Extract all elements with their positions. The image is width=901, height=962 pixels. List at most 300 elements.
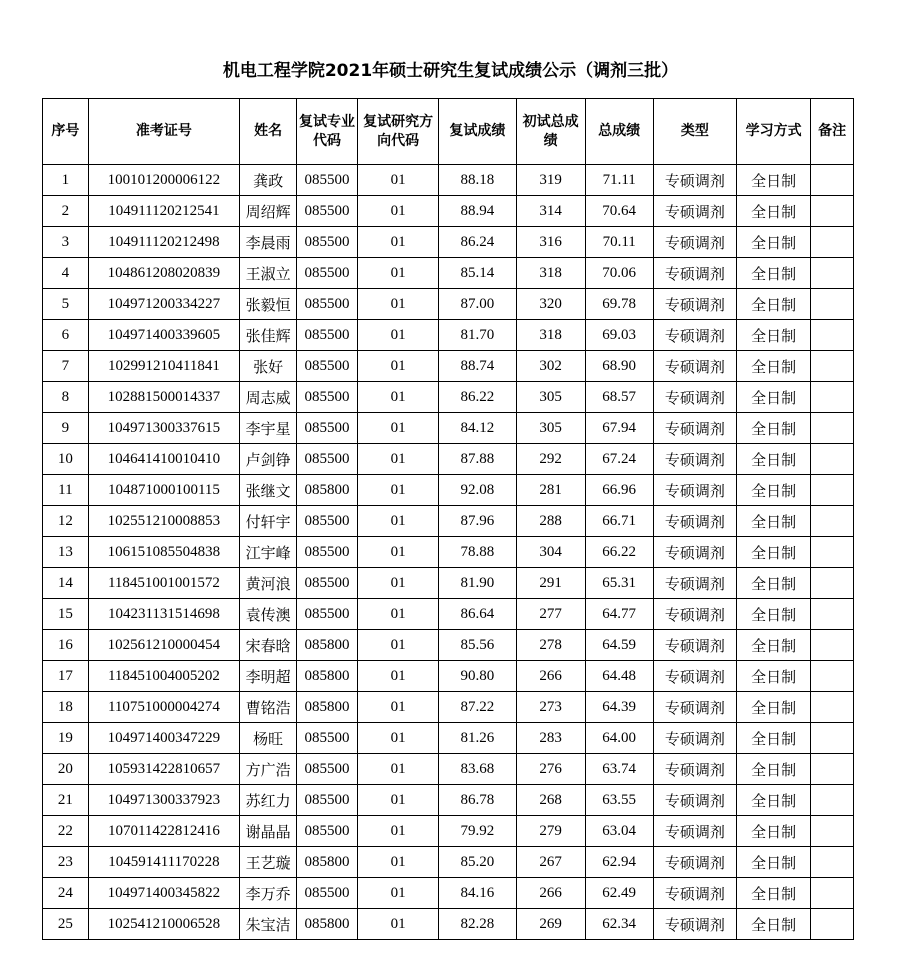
- cell-type: 专硕调剂: [653, 196, 736, 227]
- cell-retest-score: 87.88: [439, 444, 516, 475]
- cell-study-mode: 全日制: [737, 227, 811, 258]
- cell-type: 专硕调剂: [653, 692, 736, 723]
- table-row: [43, 382, 854, 413]
- cell-major-code: 085800: [297, 630, 358, 661]
- table-row: [43, 754, 854, 785]
- header-row: [43, 99, 854, 165]
- cell-direction-code: 01: [358, 506, 439, 537]
- header-col-retest-score: 复试成绩: [439, 99, 516, 165]
- cell-seq: 22: [43, 816, 89, 847]
- cell-retest-score: 86.22: [439, 382, 516, 413]
- cell-study-mode: 全日制: [737, 630, 811, 661]
- cell-exam-id: 102561210000454: [88, 630, 239, 661]
- cell-study-mode: 全日制: [737, 413, 811, 444]
- cell-type: 专硕调剂: [653, 599, 736, 630]
- cell-exam-id: 100101200006122: [88, 165, 239, 196]
- cell-type: 专硕调剂: [653, 754, 736, 785]
- cell-remarks: [811, 630, 854, 661]
- cell-study-mode: 全日制: [737, 258, 811, 289]
- cell-prelim-score: 281: [516, 475, 585, 506]
- cell-prelim-score: 318: [516, 258, 585, 289]
- cell-study-mode: 全日制: [737, 506, 811, 537]
- cell-retest-score: 86.24: [439, 227, 516, 258]
- table-row: [43, 878, 854, 909]
- cell-total-score: 64.48: [585, 661, 653, 692]
- header-col-name: 姓名: [240, 99, 297, 165]
- cell-name: 李明超: [240, 661, 297, 692]
- cell-prelim-score: 320: [516, 289, 585, 320]
- cell-remarks: [811, 847, 854, 878]
- cell-retest-score: 85.56: [439, 630, 516, 661]
- cell-remarks: [811, 568, 854, 599]
- table-row: [43, 816, 854, 847]
- table-row: [43, 444, 854, 475]
- cell-total-score: 68.57: [585, 382, 653, 413]
- cell-direction-code: 01: [358, 351, 439, 382]
- cell-seq: 11: [43, 475, 89, 506]
- cell-direction-code: 01: [358, 785, 439, 816]
- header-col-prelim-score: 初试总成绩: [516, 99, 585, 165]
- cell-study-mode: 全日制: [737, 320, 811, 351]
- cell-name: 谢晶晶: [240, 816, 297, 847]
- cell-prelim-score: 304: [516, 537, 585, 568]
- cell-study-mode: 全日制: [737, 816, 811, 847]
- cell-major-code: 085500: [297, 816, 358, 847]
- cell-exam-id: 104871000100115: [88, 475, 239, 506]
- cell-major-code: 085800: [297, 909, 358, 940]
- cell-name: 宋春晗: [240, 630, 297, 661]
- cell-retest-score: 84.12: [439, 413, 516, 444]
- cell-name: 方广浩: [240, 754, 297, 785]
- cell-total-score: 71.11: [585, 165, 653, 196]
- cell-remarks: [811, 475, 854, 506]
- header-col-major-code: 复试专业代码: [297, 99, 358, 165]
- cell-total-score: 63.74: [585, 754, 653, 785]
- table-row: [43, 909, 854, 940]
- cell-total-score: 68.90: [585, 351, 653, 382]
- cell-type: 专硕调剂: [653, 413, 736, 444]
- cell-prelim-score: 268: [516, 785, 585, 816]
- cell-name: 张好: [240, 351, 297, 382]
- cell-remarks: [811, 909, 854, 940]
- cell-total-score: 62.94: [585, 847, 653, 878]
- cell-seq: 21: [43, 785, 89, 816]
- cell-major-code: 085500: [297, 320, 358, 351]
- cell-type: 专硕调剂: [653, 568, 736, 599]
- cell-exam-id: 102991210411841: [88, 351, 239, 382]
- cell-type: 专硕调剂: [653, 506, 736, 537]
- cell-direction-code: 01: [358, 909, 439, 940]
- cell-prelim-score: 305: [516, 382, 585, 413]
- cell-name: 江宇峰: [240, 537, 297, 568]
- table-row: [43, 506, 854, 537]
- cell-retest-score: 92.08: [439, 475, 516, 506]
- cell-name: 杨旺: [240, 723, 297, 754]
- cell-direction-code: 01: [358, 692, 439, 723]
- cell-type: 专硕调剂: [653, 878, 736, 909]
- cell-exam-id: 106151085504838: [88, 537, 239, 568]
- cell-name: 李万乔: [240, 878, 297, 909]
- cell-total-score: 67.94: [585, 413, 653, 444]
- cell-name: 朱宝洁: [240, 909, 297, 940]
- cell-remarks: [811, 351, 854, 382]
- cell-exam-id: 104641410010410: [88, 444, 239, 475]
- cell-remarks: [811, 444, 854, 475]
- cell-retest-score: 88.94: [439, 196, 516, 227]
- cell-prelim-score: 273: [516, 692, 585, 723]
- cell-seq: 4: [43, 258, 89, 289]
- cell-seq: 24: [43, 878, 89, 909]
- cell-retest-score: 83.68: [439, 754, 516, 785]
- cell-remarks: [811, 816, 854, 847]
- cell-direction-code: 01: [358, 289, 439, 320]
- header-col-total-score: 总成绩: [585, 99, 653, 165]
- cell-total-score: 69.03: [585, 320, 653, 351]
- cell-type: 专硕调剂: [653, 227, 736, 258]
- cell-type: 专硕调剂: [653, 537, 736, 568]
- cell-prelim-score: 302: [516, 351, 585, 382]
- cell-study-mode: 全日制: [737, 847, 811, 878]
- page-title: 机电工程学院2021年硕士研究生复试成绩公示（调剂三批）: [222, 61, 679, 81]
- cell-name: 付轩宇: [240, 506, 297, 537]
- cell-exam-id: 102541210006528: [88, 909, 239, 940]
- header-col-remarks: 备注: [811, 99, 854, 165]
- cell-type: 专硕调剂: [653, 165, 736, 196]
- cell-major-code: 085500: [297, 537, 358, 568]
- cell-major-code: 085800: [297, 847, 358, 878]
- header-col-direction-code: 复试研究方向代码: [358, 99, 439, 165]
- cell-retest-score: 87.00: [439, 289, 516, 320]
- cell-direction-code: 01: [358, 878, 439, 909]
- cell-study-mode: 全日制: [737, 754, 811, 785]
- cell-direction-code: 01: [358, 754, 439, 785]
- cell-name: 张佳辉: [240, 320, 297, 351]
- cell-name: 李宇星: [240, 413, 297, 444]
- cell-retest-score: 87.22: [439, 692, 516, 723]
- cell-retest-score: 81.26: [439, 723, 516, 754]
- cell-type: 专硕调剂: [653, 816, 736, 847]
- cell-study-mode: 全日制: [737, 785, 811, 816]
- cell-remarks: [811, 723, 854, 754]
- cell-seq: 19: [43, 723, 89, 754]
- cell-prelim-score: 283: [516, 723, 585, 754]
- table-row: [43, 630, 854, 661]
- cell-total-score: 63.55: [585, 785, 653, 816]
- cell-major-code: 085500: [297, 382, 358, 413]
- cell-remarks: [811, 506, 854, 537]
- cell-study-mode: 全日制: [737, 351, 811, 382]
- cell-exam-id: 104971400345822: [88, 878, 239, 909]
- table-row: [43, 692, 854, 723]
- table-row: [43, 599, 854, 630]
- table-row: [43, 227, 854, 258]
- cell-retest-score: 81.70: [439, 320, 516, 351]
- cell-type: 专硕调剂: [653, 444, 736, 475]
- cell-remarks: [811, 537, 854, 568]
- cell-type: 专硕调剂: [653, 258, 736, 289]
- cell-seq: 23: [43, 847, 89, 878]
- cell-direction-code: 01: [358, 816, 439, 847]
- cell-seq: 8: [43, 382, 89, 413]
- cell-name: 黄河浪: [240, 568, 297, 599]
- cell-major-code: 085500: [297, 258, 358, 289]
- table-row: [43, 568, 854, 599]
- cell-name: 苏红力: [240, 785, 297, 816]
- cell-total-score: 64.59: [585, 630, 653, 661]
- cell-major-code: 085500: [297, 444, 358, 475]
- cell-direction-code: 01: [358, 258, 439, 289]
- cell-remarks: [811, 878, 854, 909]
- cell-remarks: [811, 258, 854, 289]
- cell-prelim-score: 266: [516, 661, 585, 692]
- cell-type: 专硕调剂: [653, 909, 736, 940]
- cell-name: 周绍辉: [240, 196, 297, 227]
- cell-exam-id: 104911120212541: [88, 196, 239, 227]
- cell-major-code: 085800: [297, 661, 358, 692]
- cell-seq: 16: [43, 630, 89, 661]
- cell-total-score: 66.22: [585, 537, 653, 568]
- cell-total-score: 63.04: [585, 816, 653, 847]
- cell-remarks: [811, 196, 854, 227]
- cell-seq: 9: [43, 413, 89, 444]
- cell-prelim-score: 269: [516, 909, 585, 940]
- cell-remarks: [811, 692, 854, 723]
- cell-type: 专硕调剂: [653, 320, 736, 351]
- cell-prelim-score: 305: [516, 413, 585, 444]
- cell-study-mode: 全日制: [737, 444, 811, 475]
- cell-retest-score: 85.20: [439, 847, 516, 878]
- cell-name: 李晨雨: [240, 227, 297, 258]
- cell-name: 龚政: [240, 165, 297, 196]
- cell-seq: 1: [43, 165, 89, 196]
- cell-seq: 7: [43, 351, 89, 382]
- cell-prelim-score: 279: [516, 816, 585, 847]
- cell-major-code: 085500: [297, 413, 358, 444]
- score-table: [42, 98, 854, 940]
- cell-retest-score: 87.96: [439, 506, 516, 537]
- cell-name: 王艺璇: [240, 847, 297, 878]
- cell-seq: 5: [43, 289, 89, 320]
- cell-study-mode: 全日制: [737, 196, 811, 227]
- cell-major-code: 085500: [297, 785, 358, 816]
- cell-type: 专硕调剂: [653, 785, 736, 816]
- cell-exam-id: 105931422810657: [88, 754, 239, 785]
- cell-name: 王淑立: [240, 258, 297, 289]
- cell-remarks: [811, 320, 854, 351]
- cell-type: 专硕调剂: [653, 351, 736, 382]
- cell-direction-code: 01: [358, 196, 439, 227]
- cell-major-code: 085800: [297, 475, 358, 506]
- cell-seq: 14: [43, 568, 89, 599]
- cell-name: 曹铭浩: [240, 692, 297, 723]
- cell-remarks: [811, 165, 854, 196]
- header-col-study-mode: 学习方式: [737, 99, 811, 165]
- cell-seq: 17: [43, 661, 89, 692]
- cell-seq: 25: [43, 909, 89, 940]
- cell-exam-id: 104971300337615: [88, 413, 239, 444]
- cell-direction-code: 01: [358, 568, 439, 599]
- cell-total-score: 70.11: [585, 227, 653, 258]
- cell-exam-id: 104971400347229: [88, 723, 239, 754]
- cell-remarks: [811, 289, 854, 320]
- cell-total-score: 62.34: [585, 909, 653, 940]
- header-col-exam-id: 准考证号: [88, 99, 239, 165]
- cell-study-mode: 全日制: [737, 661, 811, 692]
- cell-seq: 6: [43, 320, 89, 351]
- cell-major-code: 085500: [297, 196, 358, 227]
- cell-total-score: 65.31: [585, 568, 653, 599]
- cell-exam-id: 102551210008853: [88, 506, 239, 537]
- cell-exam-id: 104971200334227: [88, 289, 239, 320]
- cell-retest-score: 84.16: [439, 878, 516, 909]
- cell-prelim-score: 266: [516, 878, 585, 909]
- cell-type: 专硕调剂: [653, 723, 736, 754]
- cell-total-score: 66.96: [585, 475, 653, 506]
- cell-prelim-score: 288: [516, 506, 585, 537]
- cell-remarks: [811, 661, 854, 692]
- cell-prelim-score: 292: [516, 444, 585, 475]
- cell-retest-score: 86.78: [439, 785, 516, 816]
- cell-study-mode: 全日制: [737, 599, 811, 630]
- cell-remarks: [811, 785, 854, 816]
- cell-type: 专硕调剂: [653, 630, 736, 661]
- cell-retest-score: 88.74: [439, 351, 516, 382]
- cell-major-code: 085500: [297, 723, 358, 754]
- cell-study-mode: 全日制: [737, 568, 811, 599]
- cell-total-score: 67.24: [585, 444, 653, 475]
- cell-exam-id: 104911120212498: [88, 227, 239, 258]
- cell-retest-score: 82.28: [439, 909, 516, 940]
- table-row: [43, 785, 854, 816]
- table-row: [43, 165, 854, 196]
- cell-type: 专硕调剂: [653, 382, 736, 413]
- cell-seq: 13: [43, 537, 89, 568]
- cell-retest-score: 81.90: [439, 568, 516, 599]
- cell-type: 专硕调剂: [653, 661, 736, 692]
- cell-major-code: 085500: [297, 506, 358, 537]
- cell-study-mode: 全日制: [737, 692, 811, 723]
- cell-total-score: 64.39: [585, 692, 653, 723]
- table-row: [43, 320, 854, 351]
- cell-direction-code: 01: [358, 444, 439, 475]
- cell-remarks: [811, 382, 854, 413]
- cell-direction-code: 01: [358, 630, 439, 661]
- cell-seq: 18: [43, 692, 89, 723]
- cell-retest-score: 90.80: [439, 661, 516, 692]
- cell-seq: 12: [43, 506, 89, 537]
- cell-name: 周志威: [240, 382, 297, 413]
- cell-study-mode: 全日制: [737, 723, 811, 754]
- cell-exam-id: 118451004005202: [88, 661, 239, 692]
- cell-direction-code: 01: [358, 413, 439, 444]
- cell-type: 专硕调剂: [653, 475, 736, 506]
- cell-study-mode: 全日制: [737, 289, 811, 320]
- cell-total-score: 70.64: [585, 196, 653, 227]
- cell-exam-id: 104971400339605: [88, 320, 239, 351]
- cell-total-score: 62.49: [585, 878, 653, 909]
- cell-name: 卢剑铮: [240, 444, 297, 475]
- table-row: [43, 475, 854, 506]
- cell-prelim-score: 277: [516, 599, 585, 630]
- cell-direction-code: 01: [358, 723, 439, 754]
- cell-remarks: [811, 754, 854, 785]
- cell-exam-id: 110751000004274: [88, 692, 239, 723]
- cell-study-mode: 全日制: [737, 909, 811, 940]
- cell-direction-code: 01: [358, 320, 439, 351]
- cell-direction-code: 01: [358, 227, 439, 258]
- cell-direction-code: 01: [358, 475, 439, 506]
- cell-retest-score: 88.18: [439, 165, 516, 196]
- header-col-type: 类型: [653, 99, 736, 165]
- table-row: [43, 258, 854, 289]
- cell-seq: 10: [43, 444, 89, 475]
- cell-direction-code: 01: [358, 537, 439, 568]
- table-row: [43, 289, 854, 320]
- cell-direction-code: 01: [358, 599, 439, 630]
- cell-study-mode: 全日制: [737, 475, 811, 506]
- cell-major-code: 085500: [297, 754, 358, 785]
- cell-prelim-score: 276: [516, 754, 585, 785]
- cell-exam-id: 107011422812416: [88, 816, 239, 847]
- cell-study-mode: 全日制: [737, 878, 811, 909]
- cell-seq: 2: [43, 196, 89, 227]
- cell-name: 袁传澳: [240, 599, 297, 630]
- table-row: [43, 537, 854, 568]
- cell-study-mode: 全日制: [737, 382, 811, 413]
- cell-seq: 3: [43, 227, 89, 258]
- cell-total-score: 64.77: [585, 599, 653, 630]
- cell-prelim-score: 278: [516, 630, 585, 661]
- cell-total-score: 70.06: [585, 258, 653, 289]
- cell-prelim-score: 291: [516, 568, 585, 599]
- table-row: [43, 413, 854, 444]
- cell-exam-id: 104861208020839: [88, 258, 239, 289]
- cell-study-mode: 全日制: [737, 165, 811, 196]
- cell-total-score: 66.71: [585, 506, 653, 537]
- cell-name: 张毅恒: [240, 289, 297, 320]
- cell-prelim-score: 318: [516, 320, 585, 351]
- cell-exam-id: 104971300337923: [88, 785, 239, 816]
- cell-major-code: 085500: [297, 878, 358, 909]
- cell-remarks: [811, 599, 854, 630]
- table-row: [43, 351, 854, 382]
- table-body: [43, 165, 854, 940]
- cell-exam-id: 104591411170228: [88, 847, 239, 878]
- cell-seq: 20: [43, 754, 89, 785]
- table-row: [43, 847, 854, 878]
- cell-major-code: 085500: [297, 568, 358, 599]
- cell-major-code: 085500: [297, 227, 358, 258]
- table-row: [43, 723, 854, 754]
- cell-retest-score: 79.92: [439, 816, 516, 847]
- cell-major-code: 085500: [297, 165, 358, 196]
- cell-type: 专硕调剂: [653, 289, 736, 320]
- header-col-seq: 序号: [43, 99, 89, 165]
- cell-retest-score: 85.14: [439, 258, 516, 289]
- cell-direction-code: 01: [358, 382, 439, 413]
- cell-type: 专硕调剂: [653, 847, 736, 878]
- cell-major-code: 085800: [297, 692, 358, 723]
- cell-prelim-score: 314: [516, 196, 585, 227]
- cell-prelim-score: 319: [516, 165, 585, 196]
- cell-remarks: [811, 227, 854, 258]
- cell-retest-score: 86.64: [439, 599, 516, 630]
- cell-retest-score: 78.88: [439, 537, 516, 568]
- cell-exam-id: 102881500014337: [88, 382, 239, 413]
- cell-total-score: 69.78: [585, 289, 653, 320]
- table-row: [43, 661, 854, 692]
- cell-total-score: 64.00: [585, 723, 653, 754]
